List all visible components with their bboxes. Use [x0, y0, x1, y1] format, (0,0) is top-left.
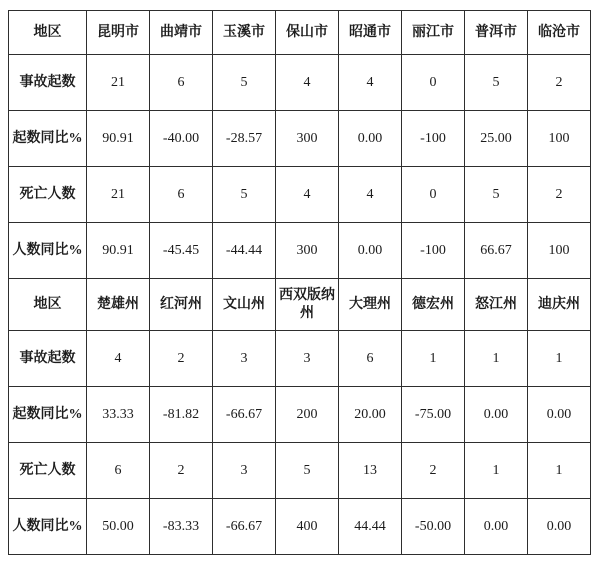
value-cell: 100 [528, 111, 591, 167]
region-name-cell: 丽江市 [402, 11, 465, 55]
value-cell: 50.00 [87, 499, 150, 555]
value-cell: 5 [213, 55, 276, 111]
region-name-cell: 迪庆州 [528, 279, 591, 331]
value-cell: 5 [465, 55, 528, 111]
value-cell: 4 [276, 55, 339, 111]
region-name-cell: 红河州 [150, 279, 213, 331]
value-cell: 1 [465, 331, 528, 387]
value-cell: 5 [213, 167, 276, 223]
value-cell: 1 [465, 443, 528, 499]
region-name-cell: 楚雄州 [87, 279, 150, 331]
row-label-cell: 死亡人数 [9, 443, 87, 499]
accident-statistics-table [8, 10, 591, 555]
value-cell: 3 [276, 331, 339, 387]
region-name-cell: 玉溪市 [213, 11, 276, 55]
value-cell: 21 [87, 55, 150, 111]
row-label-cell: 人数同比% [9, 223, 87, 279]
value-cell: 2 [528, 55, 591, 111]
value-cell: -66.67 [213, 387, 276, 443]
value-cell: 400 [276, 499, 339, 555]
value-cell: 90.91 [87, 111, 150, 167]
value-cell: 2 [150, 443, 213, 499]
value-cell: 300 [276, 223, 339, 279]
value-cell: 0.00 [339, 111, 402, 167]
region-header-row [9, 11, 591, 55]
value-cell: 25.00 [465, 111, 528, 167]
value-cell: 1 [528, 443, 591, 499]
table-body [9, 11, 591, 555]
value-cell: -75.00 [402, 387, 465, 443]
value-cell: 2 [150, 331, 213, 387]
value-cell: 66.67 [465, 223, 528, 279]
value-cell: 3 [213, 443, 276, 499]
region-name-cell: 临沧市 [528, 11, 591, 55]
region-name-cell: 德宏州 [402, 279, 465, 331]
data-row [9, 223, 591, 279]
row-label-cell: 地区 [9, 279, 87, 331]
value-cell: 6 [87, 443, 150, 499]
value-cell: 0.00 [465, 387, 528, 443]
row-label-cell: 事故起数 [9, 331, 87, 387]
value-cell: 2 [528, 167, 591, 223]
value-cell: 4 [339, 55, 402, 111]
row-label-cell: 起数同比% [9, 111, 87, 167]
data-row [9, 443, 591, 499]
value-cell: 0 [402, 55, 465, 111]
data-row [9, 167, 591, 223]
value-cell: 21 [87, 167, 150, 223]
value-cell: 0.00 [465, 499, 528, 555]
table-container [8, 10, 591, 555]
value-cell: -100 [402, 223, 465, 279]
value-cell: 200 [276, 387, 339, 443]
value-cell: 44.44 [339, 499, 402, 555]
value-cell: 6 [339, 331, 402, 387]
value-cell: 0.00 [528, 499, 591, 555]
row-label-cell: 起数同比% [9, 387, 87, 443]
region-name-cell: 昆明市 [87, 11, 150, 55]
row-label-cell: 地区 [9, 11, 87, 55]
value-cell: 1 [528, 331, 591, 387]
value-cell: 0.00 [528, 387, 591, 443]
value-cell: 5 [276, 443, 339, 499]
row-label-cell: 死亡人数 [9, 167, 87, 223]
data-row [9, 111, 591, 167]
value-cell: 0.00 [339, 223, 402, 279]
region-name-cell: 怒江州 [465, 279, 528, 331]
value-cell: 20.00 [339, 387, 402, 443]
value-cell: -81.82 [150, 387, 213, 443]
row-label-cell: 事故起数 [9, 55, 87, 111]
data-row [9, 331, 591, 387]
data-row [9, 387, 591, 443]
value-cell: -28.57 [213, 111, 276, 167]
data-row [9, 499, 591, 555]
value-cell: 6 [150, 167, 213, 223]
value-cell: -50.00 [402, 499, 465, 555]
value-cell: 300 [276, 111, 339, 167]
value-cell: 13 [339, 443, 402, 499]
value-cell: 1 [402, 331, 465, 387]
value-cell: 4 [87, 331, 150, 387]
value-cell: 4 [339, 167, 402, 223]
region-name-cell: 普洱市 [465, 11, 528, 55]
region-header-row [9, 279, 591, 331]
value-cell: 100 [528, 223, 591, 279]
region-name-cell: 西双版纳州 [276, 279, 339, 331]
value-cell: 2 [402, 443, 465, 499]
value-cell: -83.33 [150, 499, 213, 555]
value-cell: -40.00 [150, 111, 213, 167]
value-cell: -44.44 [213, 223, 276, 279]
region-name-cell: 大理州 [339, 279, 402, 331]
value-cell: 5 [465, 167, 528, 223]
value-cell: 33.33 [87, 387, 150, 443]
value-cell: 6 [150, 55, 213, 111]
region-name-cell: 昭通市 [339, 11, 402, 55]
data-row [9, 55, 591, 111]
value-cell: -66.67 [213, 499, 276, 555]
row-label-cell: 人数同比% [9, 499, 87, 555]
value-cell: 0 [402, 167, 465, 223]
value-cell: -45.45 [150, 223, 213, 279]
region-name-cell: 文山州 [213, 279, 276, 331]
value-cell: 3 [213, 331, 276, 387]
region-name-cell: 保山市 [276, 11, 339, 55]
value-cell: 90.91 [87, 223, 150, 279]
region-name-cell: 曲靖市 [150, 11, 213, 55]
value-cell: 4 [276, 167, 339, 223]
value-cell: -100 [402, 111, 465, 167]
